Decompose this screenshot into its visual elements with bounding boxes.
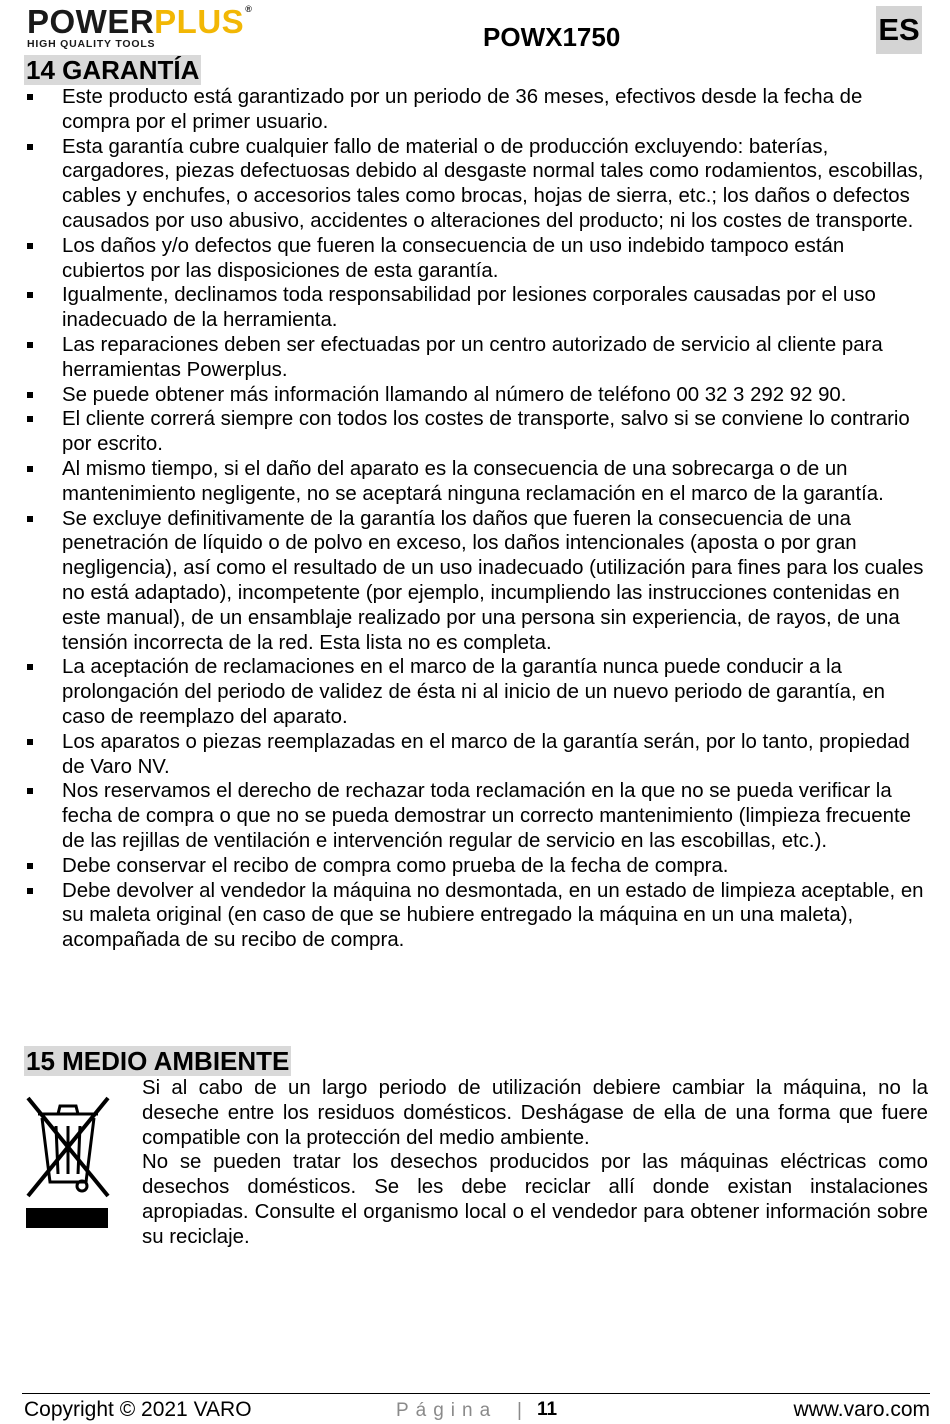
logo-power-text: POWER [27,3,155,40]
footer-separator: | [517,1400,522,1421]
list-item-text: Debe devolver al vendedor la máquina no desmontada, en un estado de limpieza aceptable, en su maleta original (en caso de que se hubiere entregado la máquina en un una maleta), acompañada de su recibo de compra. [62,879,924,952]
section-title-warranty: 14 GARANTÍA [26,55,200,85]
list-item [24,854,929,879]
list-item-text: Nos reservamos el derecho de rechazar toda reclamación en la que no se pueda verificar la fecha de compra o que no se pueda demostrar un correcto mantenimiento (limpieza frecuente de las rejillas de ventilación e intervención regular de servicio en las escobillas, etc.). [62,780,911,852]
logo-wordmark [27,5,287,38]
footer-divider [22,1393,930,1394]
bullet-icon [27,392,33,398]
bullet-icon [27,739,33,745]
footer-copyright: Copyright © 2021 VARO [24,1398,252,1421]
list-item-text: Esta garantía cubre cualquier fallo de material o de producción excluyendo: baterías, cargadores, piezas defectuosas debido al desgaste normal tales como rodamientos, escobillas, cables y enchufes, o accesorios tales como brocas, hojas de sierra, etc.; los daños o defectos causados por uso abusivo, accidentes o alteraciones del producto; ni los costes de transporte. [62,135,924,232]
section-title-environment: 15 MEDIO AMBIENTE [26,1046,290,1076]
logo-tagline: HIGH QUALITY TOOLS [27,38,156,50]
footer-page-label: Página [396,1400,498,1421]
powerplus-logo [27,5,287,55]
list-item-text: Debe conservar el recibo de compra como prueba de la fecha de compra. [62,854,729,877]
bullet-icon [27,243,33,249]
list-item-text: Los daños y/o defectos que fueren la consecuencia de un uso indebido tampoco están cubiertos por las disposiciones de esta garantía. [62,234,845,282]
list-item [24,333,929,383]
list-item-text: Este producto está garantizado por un periodo de 36 meses, efectivos desde la fecha de compra por el primer usuario. [62,86,863,133]
list-item-text: Al mismo tiempo, si el daño del aparato es la consecuencia de una sobrecarga o de un mantenimiento negligente, no se aceptará ninguna reclamación en el marco de la garantía. [62,457,884,505]
list-item-text: Las reparaciones deben ser efectuadas por un centro autorizado de servicio al cliente para herramientas Powerplus. [62,333,883,381]
list-item [24,879,929,953]
list-item-text: El cliente correrá siempre con todos los costes de transporte, salvo si se conviene lo contrario por escrito. [62,408,910,456]
environment-text [142,1076,928,1250]
bullet-icon [27,416,33,422]
list-item-text: Los aparatos o piezas reemplazadas en el marco de la garantía serán, por lo tanto, propiedad de Varo NV. [62,730,910,778]
bullet-icon [27,292,33,298]
footer-page-number: 11 [537,1399,558,1420]
language-badge: ES [876,6,922,54]
list-item [24,779,929,853]
list-item [24,85,929,135]
bullet-icon [27,788,33,794]
list-item-text: Se excluye definitivamente de la garantía los daños que fueren la consecuencia de una penetración de líquido o de polvo en exceso, los daños intencionales (aposta o por gran negligencia), así como el resultado de un uso inadecuado (utilización para fines para los cuales no está adaptado), incompetente (por ejemplo, incumpliendo las instrucciones contenidas en este manual), de un ensamblaje realizado por una persona sin experiencia, de rayos, de una tensión incorrecta de la red. Esta lista no es completa. [62,507,924,654]
list-item [24,383,929,408]
logo-plus-text: PLUS [154,3,245,40]
weee-crossed-bin-icon [24,1092,112,1230]
warranty-list [24,85,929,953]
footer-website-link[interactable]: www.varo.com [793,1398,930,1421]
bullet-icon [27,664,33,670]
bullet-icon [27,144,33,150]
list-item-text: Igualmente, declinamos toda responsabilidad por lesiones corporales causadas por el uso inadecuado de la herramienta. [62,284,876,332]
environment-paragraph: No se pueden tratar los desechos producidos por las máquinas eléctricas como desechos domésticos. Se les debe reciclar allí donde existan instalaciones apropiadas. Consulte el organismo local o el vendedor para obtener información sobre su reciclaje. [142,1151,928,1248]
list-item [24,135,929,234]
bullet-icon [27,94,33,100]
environment-paragraph: Si al cabo de un largo periodo de utilización debiere cambiar la máquina, no la deseche entre los residuos domésticos. Deshágase de ella de una forma que fuere compatible con la protección del medio ambiente. [142,1077,928,1149]
bullet-icon [27,466,33,472]
bullet-icon [27,342,33,348]
bullet-icon [27,888,33,894]
list-item [24,730,929,780]
model-number: POWX1750 [483,22,621,52]
list-item [24,507,929,656]
list-item [24,234,929,284]
bullet-icon [27,863,33,869]
list-item [24,655,929,729]
list-item [24,457,929,507]
bullet-icon [27,516,33,522]
list-item [24,283,929,333]
list-item-text: Se puede obtener más información llamando al número de teléfono 00 32 3 292 92 90. [62,383,847,406]
list-item-text: La aceptación de reclamaciones en el marco de la garantía nunca puede conducir a la prolongación del periodo de validez de ésta ni al inicio de un nuevo periodo de garantía, en caso de reemplazo del aparato. [62,656,886,728]
logo-registered-mark: ® [245,4,253,14]
list-item [24,407,929,457]
